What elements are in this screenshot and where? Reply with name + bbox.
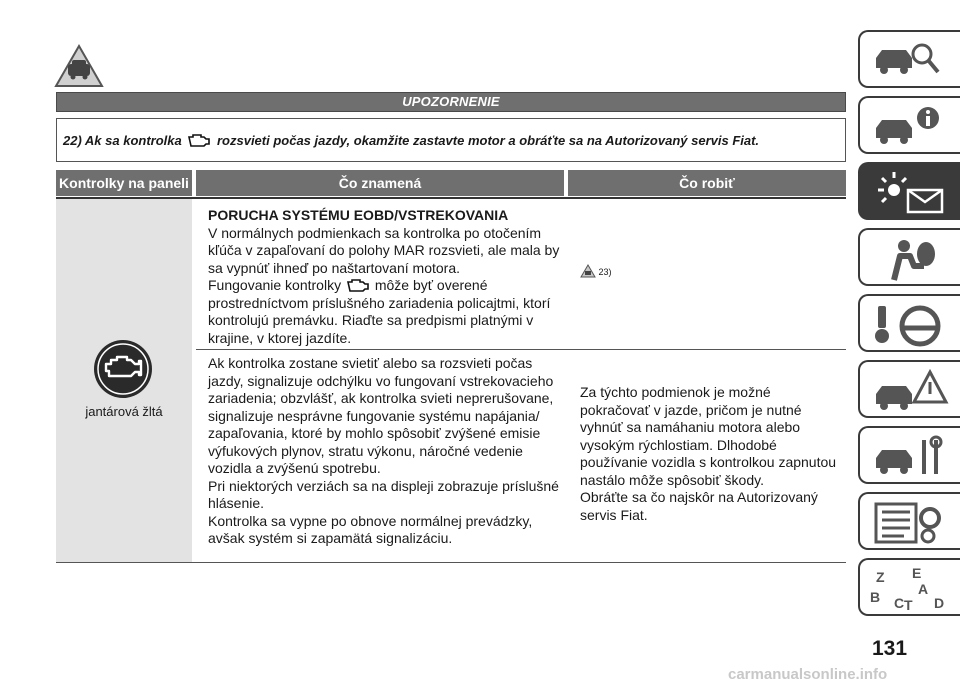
row1-text1: V normálnych podmienkach sa kontrolka po otočením kľúča v zapaľovaní do polohy MAR rozsvieti, ale mala by sa vypnúť ihneď po naštartovaní motora. (208, 224, 560, 276)
svg-text:T: T (904, 597, 913, 612)
warning-title-bar: UPOZORNENIE (56, 92, 846, 112)
row-divider (196, 349, 846, 350)
seat-airbag-icon (870, 236, 950, 282)
specs-list-gear-icon (870, 500, 950, 546)
row2-line: Pri niektorých verziách sa na displeji zobrazuje príslušné (208, 477, 559, 494)
row2-line: výfukových plynov, stratu výkonu, náročné vedenie (208, 442, 523, 459)
row1-action (580, 264, 612, 278)
row2-line: signalizuje nesprávne fungovanie systému napájania/ (208, 407, 540, 424)
row1-meaning (208, 207, 564, 347)
row2-action-line: pokračovať v jazde, pričom je nutné (580, 401, 802, 418)
chapter-tab-car-info[interactable] (858, 96, 960, 154)
row1-text2-end: môže byť overené prostredníctvom príslušného zariadenia policajtmi, ktorí kontrolujú premávku. Riaďte sa predpismi platnými v krajine, v ktorej jazdíte. (208, 277, 551, 346)
row2-action-line: nastálo môže spôsobiť škody. (580, 471, 764, 488)
row2-line: Ak kontrolka zostane svietiť alebo sa rozsvieti počas (208, 355, 533, 371)
svg-text:C: C (894, 595, 905, 611)
row1-heading: PORUCHA SYSTÉMU EOBD/VSTREKOVANIA (208, 207, 509, 223)
engine-malfunction-icon (92, 338, 154, 400)
row2-action-line: Za týchto podmienok je možné (580, 384, 771, 400)
table-bottom-rule (56, 562, 846, 563)
row2-line: zariadenia; obzvlášť, ak kontrolka svieti neprerušovane, (208, 390, 554, 406)
indicator-color-label: jantárová žltá (85, 404, 163, 419)
car-info-icon (870, 104, 950, 150)
row2-line: jazdy, signalizuje odchýlku vo fungovaní vstrekovacieho (208, 372, 554, 389)
chapter-tab-technical-data[interactable] (858, 492, 960, 550)
row2-action-line: Obráťte sa čo najskôr na Autorizovaný (580, 489, 818, 505)
row2-line: Kontrolka sa vypne po obnove normálnej prevádzky, (208, 512, 533, 529)
row2-meaning (208, 355, 564, 548)
row2-line: hlásenie. (208, 495, 265, 511)
svg-text:A: A (918, 581, 929, 597)
chapter-tab-starting-driving[interactable] (858, 294, 960, 352)
page-number: 131 (872, 637, 908, 660)
row2-action-line: vysokým rýchlostiam. Dlhodobé (580, 436, 777, 453)
warning-mini-triangle-icon (580, 264, 596, 278)
car-hazard-icon (870, 368, 950, 414)
row2-action-line: používanie vozidla s kontrolkou zapnutou (580, 454, 837, 470)
svg-text:B: B (870, 589, 881, 605)
chapter-tab-emergency[interactable] (858, 360, 960, 418)
car-search-icon (870, 38, 950, 84)
svg-text:E: E (912, 566, 922, 581)
warning-car-triangle-icon (54, 44, 104, 88)
row2-action-line: servis Fiat. (580, 506, 648, 523)
engine-check-inline-icon (345, 278, 371, 292)
warning-note (56, 118, 846, 162)
row2-line: zapaľovania, ktoré by mohlo spôsobiť zvýšené emisie (208, 425, 541, 441)
chapter-tab-index[interactable] (858, 558, 960, 616)
column-header-action: Čo robiť (568, 170, 846, 196)
svg-text:D: D (934, 595, 945, 611)
chapter-tab-safety[interactable] (858, 228, 960, 286)
row2-action (580, 384, 844, 524)
row2-action-line: vyhnúť sa namáhaniu motora alebo (580, 419, 801, 435)
column-header-meaning: Čo znamená (196, 170, 564, 196)
warning-lights-message-icon (870, 170, 950, 216)
svg-text:Z: Z (876, 569, 885, 585)
row2-line: avšak systém si zapamätá signalizáciu. (208, 530, 453, 546)
chapter-tab-maintenance[interactable] (858, 426, 960, 484)
warning-note-prefix: 22) Ak sa kontrolka (63, 133, 182, 148)
row1-text2-start: Fungovanie kontrolky (208, 277, 342, 293)
alphabet-index-icon (870, 566, 950, 612)
row2-line: vozidla a zvýšenú spotrebu. (208, 460, 381, 476)
column-header-indicator: Kontrolky na paneli (56, 170, 192, 196)
chapter-tab-car-search[interactable] (858, 30, 960, 88)
chapter-tab-warning-lights[interactable] (858, 162, 960, 220)
row1-reference: 23) (598, 267, 612, 277)
row1-text2 (208, 277, 564, 347)
key-steering-wheel-icon (870, 302, 950, 348)
engine-check-icon (186, 133, 212, 147)
warning-note-suffix: rozsvieti počas jazdy, okamžite zastavte motor a obráťte sa na Autorizovaný servis Fiat. (216, 133, 760, 148)
car-tools-icon (870, 434, 950, 480)
watermark: carmanualsonline.info (728, 666, 888, 683)
